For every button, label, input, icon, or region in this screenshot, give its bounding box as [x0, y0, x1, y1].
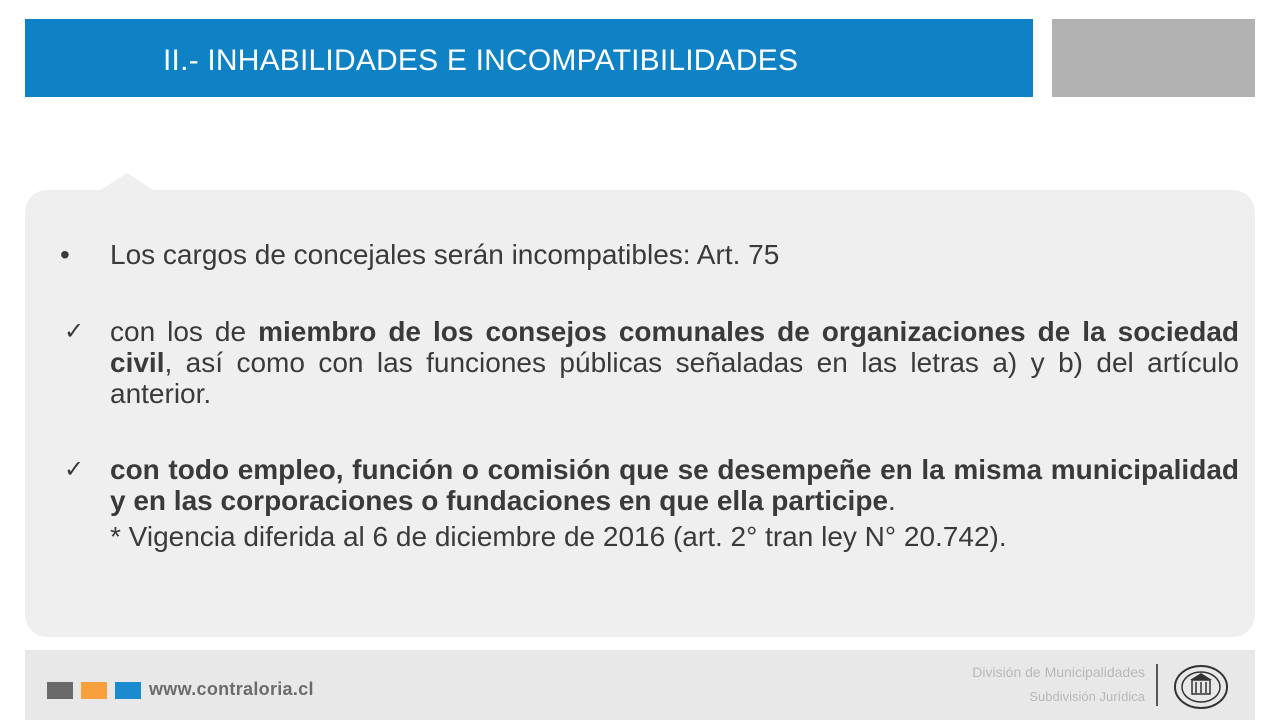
header-gray-block [1052, 19, 1255, 97]
bullet-icon: • [60, 239, 70, 270]
callout-notch [99, 173, 155, 191]
check-icon: ✓ [64, 456, 85, 483]
item-1-post: , así como con las funciones públicas señaladas en las letras a) y b) del artículo anterior. [110, 347, 1239, 409]
item-2-bold: con todo empleo, función o comisión que se desempeñe en la misma municipalidad y en las corporaciones o fundaciones en que ella participe [110, 454, 1239, 516]
item-1-pre: con los de [110, 316, 259, 347]
contraloria-seal-icon [1173, 664, 1229, 710]
division-label: División de Municipalidades [972, 664, 1145, 680]
item-2-post: . [888, 485, 896, 516]
check-icon: ✓ [64, 318, 85, 345]
bullet-text: Los cargos de concejales serán incompatibles: Art. 75 [110, 239, 780, 270]
vigencia-note: * Vigencia diferida al 6 de diciembre de 2016 (art. 2° tran ley N° 20.742). [110, 521, 1007, 552]
item-2-text [110, 454, 1239, 516]
footer-square-orange [81, 682, 107, 699]
website-link[interactable]: www.contraloria.cl [149, 679, 314, 699]
footer-square-blue [115, 682, 141, 699]
item-1-bold: miembro de los consejos comunales de organizaciones de la sociedad civil [110, 316, 1239, 378]
subdivision-label: Subdivisión Jurídica [1029, 689, 1145, 704]
item-1-text [110, 316, 1239, 409]
footer-divider [1156, 664, 1158, 706]
slide-title: II.- INHABILIDADES E INCOMPATIBILIDADES [163, 44, 799, 77]
footer-square-gray [47, 682, 73, 699]
